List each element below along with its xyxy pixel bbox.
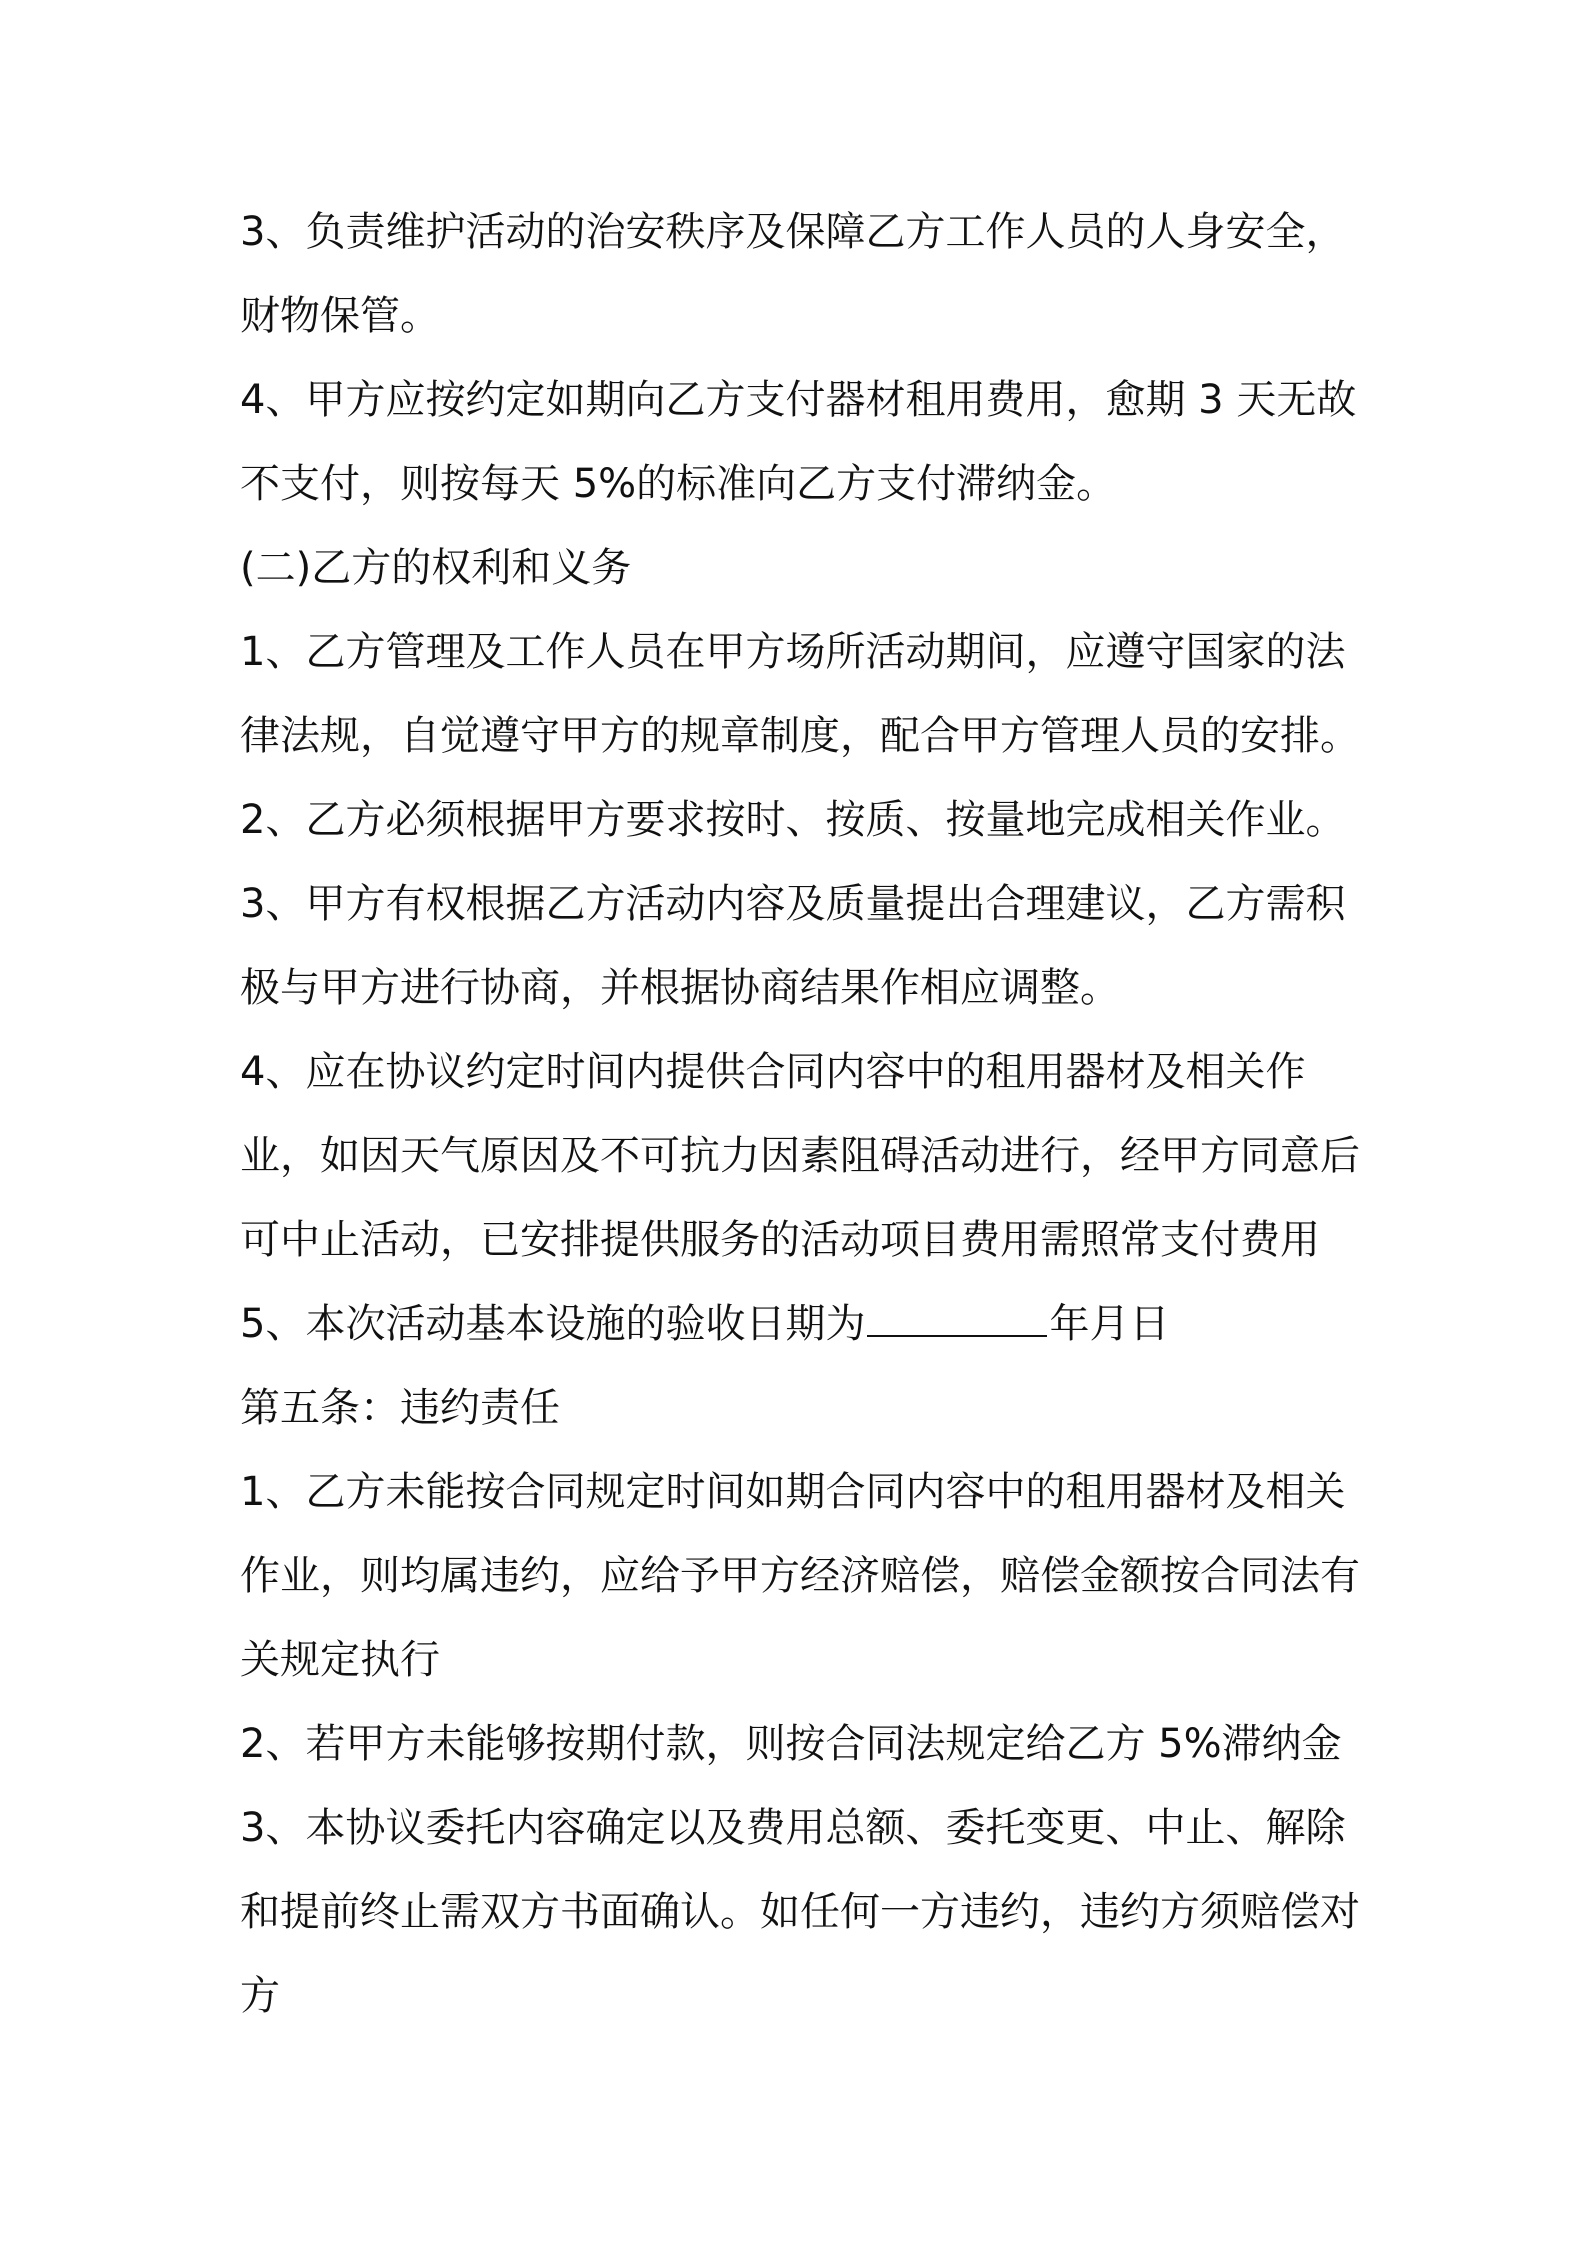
paragraph: 3、本协议委托内容确定以及费用总额、委托变更、中止、解除和提前终止需双方书面确认。如任何一方违约，违约方须赔偿对方 xyxy=(240,1805,1360,2019)
article-heading: 第五条：违约责任 xyxy=(240,1385,560,1431)
paragraph: 3、负责维护活动的治安秩序及保障乙方工作人员的人身安全，财物保管。 xyxy=(240,209,1346,339)
fill-in-blank-line xyxy=(867,1307,1047,1337)
paragraph: 2、乙方必须根据甲方要求按时、按质、按量地完成相关作业。 xyxy=(240,797,1346,843)
paragraph: 4、应在协议约定时间内提供合同内容中的租用器材及相关作业，如因天气原因及不可抗力因素阻碍活动进行，经甲方同意后可中止活动，已安排提供服务的活动项目费用需照常支付费用 xyxy=(240,1049,1360,1263)
paragraph-text-after-blank: 年月日 xyxy=(1049,1301,1170,1347)
paragraph-text-before-blank: 5、本次活动基本设施的验收日期为 xyxy=(240,1301,866,1347)
section-heading: (二)乙方的权利和义务 xyxy=(240,545,632,591)
paragraph: 4、甲方应按约定如期向乙方支付器材租用费用，愈期 3 天无故不支付，则按每天 5%的标准向乙方支付滞纳金。 xyxy=(240,377,1357,507)
paragraph: 3、甲方有权根据乙方活动内容及质量提出合理建议，乙方需积极与甲方进行协商，并根据协商结果作相应调整。 xyxy=(240,881,1346,1011)
paragraph: 1、乙方未能按合同规定时间如期合同内容中的租用器材及相关作业，则均属违约，应给予甲方经济赔偿，赔偿金额按合同法有关规定执行 xyxy=(240,1469,1360,1683)
paragraph-with-blank xyxy=(240,1282,1365,1366)
document-body xyxy=(240,190,1365,2038)
paragraph: 1、乙方管理及工作人员在甲方场所活动期间，应遵守国家的法律法规，自觉遵守甲方的规章制度，配合甲方管理人员的安排。 xyxy=(240,629,1360,759)
paragraph: 2、若甲方未能够按期付款，则按合同法规定给乙方 5%滞纳金 xyxy=(240,1721,1342,1767)
